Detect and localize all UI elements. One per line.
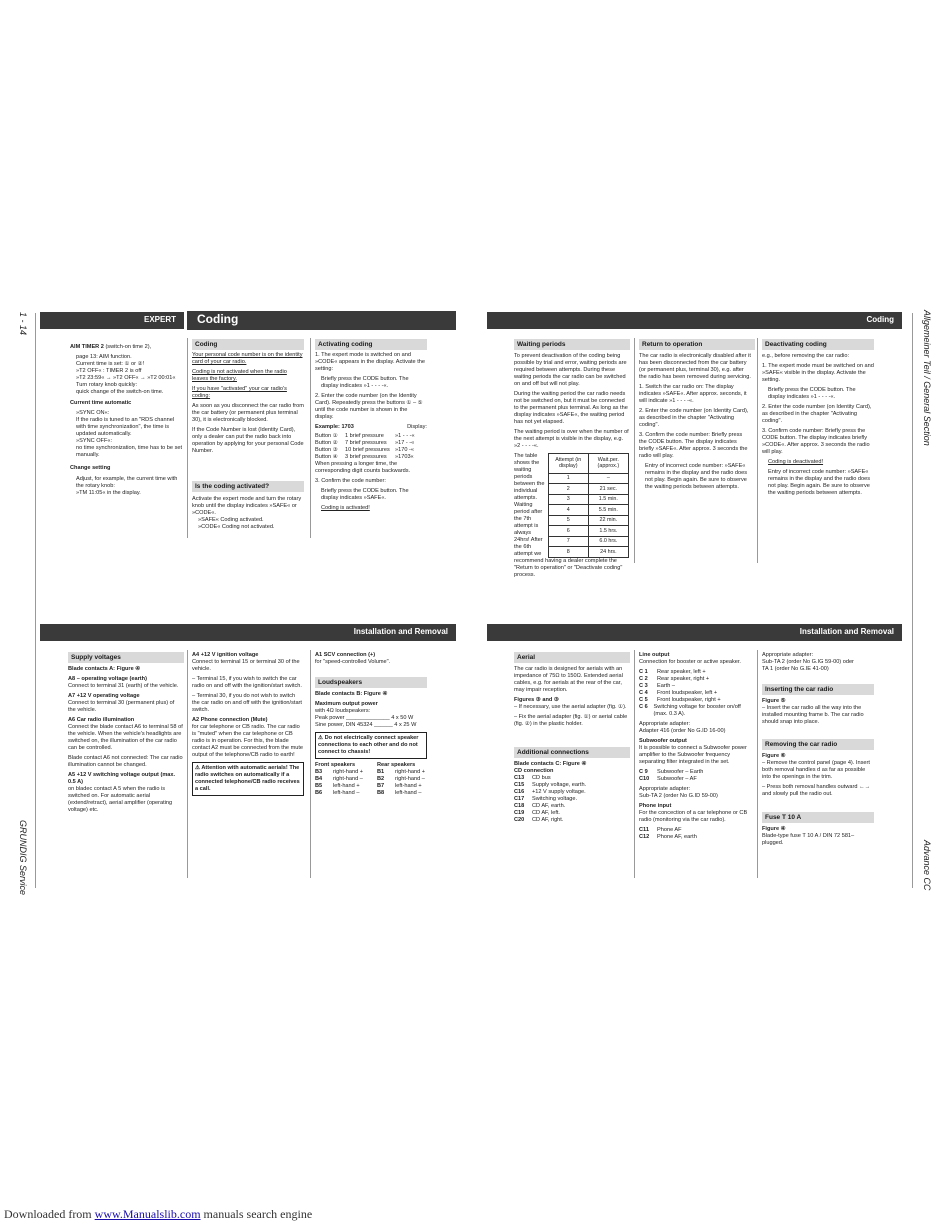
activating-column: 1. The expert mode is switched on and »CODE« appears in the display. Activate the setting: Briefly press the CODE button. The display indicates »1 - - - -«. 2. Enter the code number (on the Identity Card). Repeatedly press the buttons ① – ⑤ until the code number is shown in the display. Example: 1703 Display: Button ① 1 brief pressure »1 - - -« Button ② 7 brief pressures »17 - -« Button ③ 10 brief pressures »170 -« Button ④ 3 brief pressures »1703« When pressing a longer time, the corresponding digit counts backwards. 3. Confirm the code number: Briefly press the CODE button. The display indicates »SAFE«. Coding is activated! bbox=[315, 352, 427, 511]
inserting-header: Inserting the car radio bbox=[762, 684, 874, 695]
change-setting-lines: Adjust, for example, the current time with the rotary knob: »TM 11:05« in the display. bbox=[76, 476, 178, 496]
column-divider bbox=[310, 650, 311, 878]
manualslib-link[interactable]: www.Manualslib.com bbox=[94, 1207, 201, 1221]
supply-header: Supply voltages bbox=[68, 652, 184, 663]
download-footer: Downloaded from www.Manualslib.com manuals search engine bbox=[4, 1207, 313, 1221]
adapter-column: Appropriate adapter: Sub-TA 2 (order No G.IG 59-00) oder TA 1 (order No G.IE 41-00) bbox=[762, 652, 854, 672]
column-divider bbox=[634, 338, 635, 563]
is-activated-header: Is the coding activated? bbox=[192, 481, 304, 492]
inserting-column: Figure ⑤ – Insert the car radio all the way into the installed mounting frame b. The car radio should snap into place. bbox=[762, 698, 864, 725]
change-setting-title: Change setting bbox=[70, 465, 111, 471]
waiting-header: Waiting periods bbox=[514, 339, 630, 350]
is-activated-column: Activate the expert mode and turn the rotary knob until the display indicates »SAFE« or »CODE«. »SAFE« Coding activated. »CODE« Coding not activated. bbox=[192, 496, 302, 530]
aim-lines: page 13: AIM function. Current time is set: ① or ②! »T2 OFF« : TIMER 2 is off »T2 23:59« → »T2 OFF« → »T2 00:01« Turn rotary knob quickly: quick change of the switch-on time. bbox=[76, 354, 176, 395]
additional-header: Additional connections bbox=[514, 747, 630, 758]
coding-title-bar: Coding bbox=[187, 311, 456, 330]
installation-bar-left: Installation and Removal bbox=[40, 624, 456, 641]
deactivating-column: e.g., before removing the car radio: 1. The expert mode must be switched on and »SAFE« visible in the display. Activate the setting. Briefly press the CODE button. The display indicates »1 - - - -«. 2. Enter the code number (on Identity Card), as described in the chapter "Activating coding". 3. Confirm code number: Briefly press the CODE button. The display indicates briefly »CODE«. After approx. 3 seconds the radio will play. Coding is deactivated! Entry of incorrect code number: »SAFE« remains in the display and the radio does not play. Begin again. Be sure to observe the waiting periods between attempts. bbox=[762, 353, 874, 496]
model-label: Advance CC bbox=[922, 840, 932, 891]
activating-header: Activating coding bbox=[315, 339, 427, 350]
return-column: The car radio is electronically disabled after it has been disconnected from the car battery (or permanent plus, terminal 30), e.g. after the radio has been removed during servicing. 1. Switch the car radio on: The display indicates »SAFE«. After approx. seconds, it will indicate »1 - - - -«. 2. Enter the code number (on Identity Card), as described in the chapter "Activating coding". 3. Confirm the code number: Briefly press the CODE button. The display indicates briefly »SAFE«. After approx. 3 seconds the radio will play. Entry of incorrect code number: »SAFE« remains in the display and the radio does not play. Begin again. Be sure to observe the waiting periods between attempts. bbox=[639, 353, 751, 490]
loudspeakers-header: Loudspeakers bbox=[315, 677, 427, 688]
removing-column: Figure ⑥ – Remove the control panel (page 4). Insert both removal handles d as far as possible into the openings in the trim. – Press both removal handles outward ←→ and slowly pull the radio out. bbox=[762, 753, 871, 797]
deactivating-header: Deactivating coding bbox=[762, 339, 874, 350]
aerial-warning-box: ⚠ Attention with automatic aerials! The radio switches on automatically if a connected telephone/CB radio receives a call. bbox=[192, 762, 304, 796]
speaker-warning-box: ⚠ Do not electrically connect speaker connections to each other and do not connect to chassis! bbox=[315, 732, 427, 759]
page-number-label: 1 - 14 bbox=[18, 312, 28, 336]
scv-column: A1 SCV connection (+) for "speed-controlled Volume". bbox=[315, 652, 391, 665]
example-rows: Button ① 1 brief pressure »1 - - -« Button ② 7 brief pressures »17 - -« Button ③ 10 brief pressures »170 -« Button ④ 3 brief pressures »1703« bbox=[315, 433, 415, 460]
expert-bar: EXPERT bbox=[40, 312, 184, 329]
speaker-table: Front speakers B3 right-hand + B4 right-hand – B5 left-hand + B6 left-hand – Rear speakers B1 right-hand + B2 right-hand – B7 left-hand + B8 left-hand – bbox=[315, 762, 426, 796]
return-header: Return to operation bbox=[639, 339, 755, 350]
column-divider bbox=[310, 338, 311, 538]
column-divider bbox=[634, 650, 635, 878]
installation-bar-right: Installation and Removal bbox=[487, 624, 902, 641]
coding-header: Coding bbox=[192, 339, 304, 350]
warning-icon: ⚠ bbox=[318, 735, 325, 741]
waiting-table: Attempt (in display) Wait.per. (approx.) 1 – 2 21 sec. 3 1.5 min. 4 5.5 min. 5 22 min. 6 1.5 hrs. 7 6.0 hrs. 8 24 hrs. bbox=[548, 453, 629, 558]
column-divider bbox=[187, 338, 188, 538]
waiting-column: To prevent deactivation of the coding being possible by trial and error, waiting periods are required between attempts. During these waiting periods the car radio can be switched on and off but will not play. During the waiting period the car radio needs not be switched on, but it must be connected to the permanent plus terminal. As long as the display indicates »SAFE«, the waiting period has not yet elapsed. The waiting period is over when the number of the next attempt is visible in the display, e.g. »2 - - - -«. The table shows the waiting periods between the individual attempts. Waiting period after the 7th attempt is always 24hrs! After the 6th attempt we Attempt (in display) Wait.per. (approx.) 1 – 2 21 sec. 3 1.5 min. 4 5.5 min. 5 22 min. 6 1.5 hrs. 7 6.0 hrs. 8 24 hrs. recommend having a dealer complete the "Return to operation" or "Deactivate coding" process. bbox=[514, 353, 629, 578]
column-divider bbox=[187, 650, 188, 878]
supply-column: Blade contacts A: Figure ④ A8 – operating voltage (earth) Connect to terminal 31 (earth) of the vehicle. A7 +12 V operating voltage Connect to terminal 30 (permanent plus) of the vehicle. A6 Car radio illumination Connect the blade contact A6 to terminal 58 of the vehicle. When the vehicle's headlights are switched on, the illumination of the car radio can be controlled. Blade contact A6 not connected: The car radio illumination cannot be changed. A5 +12 V switching voltage output (max. 0.5 A) on bladec contact A 5 when the radio is switched on. For automatic aerial (extend/retract), aerial amplifier (operating voltage) etc. bbox=[68, 666, 183, 813]
aerial-header: Aerial bbox=[514, 652, 630, 663]
current-time-title: Current time automatic bbox=[70, 400, 132, 406]
aerial-column: The car radio is designed for aerials with an impedance of 75Ω to 150Ω. Extended aerial cables, e.g. for aerials at the rear of the car, may impair reception. Figures ③ and ③ – If necessary, use the aerial adapter (fig. ①). – Fix the aerial adapter (fig. ①) or aerial cable (fig. ②) in the plastic holder. bbox=[514, 666, 628, 727]
coding-column: Your personal code number is on the identity card of your car radio. Coding is not activated when the radio leaves the factory. If you have "activated" your car radio's coding: As soon as you disconnect the car radio from the car battery (or permanent plus terminal 30), it is electronically blocked. If the Code Number is lost (Identity Card), only a dealer can put the radio back into operation by applying for your personal Code Number. bbox=[192, 352, 304, 454]
fuse-column: Figure ④ Blade-type fuse T 10 A / DIN 72 581– plugged. bbox=[762, 826, 855, 846]
warning-icon: ⚠ bbox=[195, 765, 202, 771]
expert-column: AIM TIMER 2 (switch-on time 2), page 13: AIM function. Current time is set: ① or ②! »T2 OFF« : TIMER 2 is off »T2 23:59« → »T2 OFF« → »T2 00:01« Turn rotary knob quickly: quick change of the switch-on time. Current time automatic »SYNC ON«: If the radio is tuned to an "RDS channel with time synchronization", the time is updated automatically. »SYNC OFF«: no time synchronization, time has to be set manually. Change setting Adjust, for example, the current time with the rotary knob: »TM 11:05« in the display. bbox=[70, 344, 185, 497]
column-divider bbox=[757, 338, 758, 563]
lineout-column: Line output Connection for booster or active speaker. C 1 Rear speaker, left + C 2 Rear speaker, right + C 3 Earth – C 4 Front loudspeaker, left + C 5 Front loudspeaker, right + C 6 Switching voltage for booster on/off (max. 0.3 A). Appropriate adapter: Adapter 416 (order No G.ID 16-00) Subwoofer output It is possible to connect a Subwoofer power amplifier to the Subwoofer frequency separating filter integrated in the set. C 9 Subwoofer – Earth C10 Subwoofer – AF Appropriate adapter: Sub-TA 2 (order No G.ID 59-00) Phone input For the concection of a car telephone or CB radio (monitoring via the car radio). C11 Phone AF C12 Phone AF, earth bbox=[639, 652, 748, 840]
current-time-lines: »SYNC ON«: If the radio is tuned to an "RDS channel with time synchronization", the time is updated automatically. »SYNC OFF«: no time synchronization, time has to be set manually. bbox=[76, 410, 183, 458]
aim-timer-title: AIM TIMER 2 bbox=[70, 344, 104, 350]
brand-service-label: GRUNDIG Service bbox=[18, 820, 28, 896]
fuse-header: Fuse T 10 A bbox=[762, 812, 874, 823]
ignition-column: A4 +12 V ignition voltage Connect to terminal 15 or terminal 30 of the vehicle. – Terminal 15, if you wish to switch the car radio on and off with the ignition/start switch. – Terminal 30, if you do not wish to switch the car radio on and off with the ignition/start switch. A2 Phone connection (Mute) for car telephone or CB radio. The car radio is "muted" when the car telephone or CB radio is in operation. For this, the blade contact A2 must be connected from the mute output of the telephone/CB radio to earth! ⚠ Attention with automatic aerials! The radio switches on automatically if a connected telephone/CB radio receives a call. bbox=[192, 652, 304, 799]
cd-column: Blade contacts C: Figure ④ CD connection C13 CD bus C15 Supply voltage, earth. C16 +12 V supply voltage. C17 Switching voltage. C18 CD AF, earth. C19 CD AF, left. C20 CD AF, right. bbox=[514, 761, 587, 823]
coding-bar-right: Coding bbox=[487, 312, 902, 329]
left-margin-rule bbox=[35, 313, 36, 888]
loudspeakers-column: Blade contacts B: Figure ④ Maximum output power with 4Ω loudspeakers: Peak power ______________ 4 x 50 W Sine power, DIN 45324 ______ 4 x 25 W ⚠ Do not electrically connect speaker connections to each other and do not connect to chassis! Front speakers B3 right-hand + B4 right-hand – B5 left-hand + B6 left-hand – Rear speakers B1 right-hand + B2 right-hand – B7 left-hand + B8 left-hand – bbox=[315, 691, 426, 796]
column-divider bbox=[757, 650, 758, 878]
general-section-label: Allgemeiner Teil / General Section bbox=[922, 310, 932, 446]
removing-header: Removing the car radio bbox=[762, 739, 874, 750]
right-margin-rule bbox=[912, 313, 913, 888]
